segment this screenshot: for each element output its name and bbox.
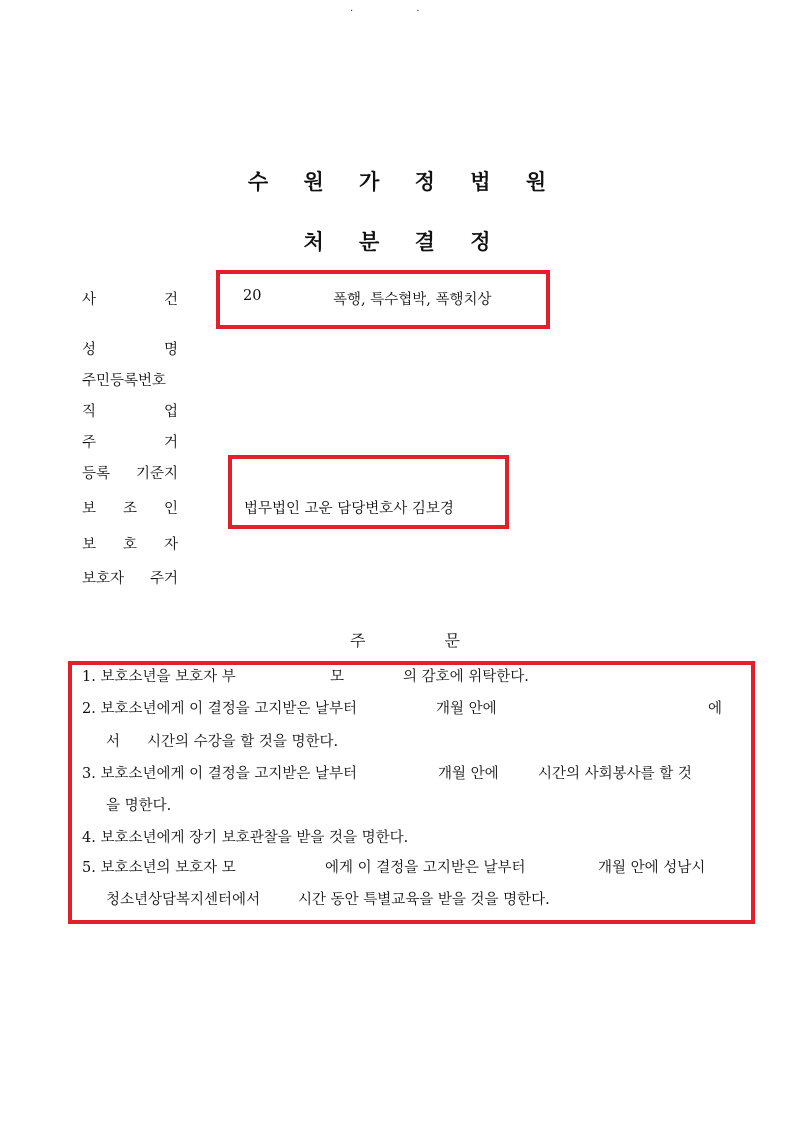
order-item-1-part-3: 의 감호에 위탁한다. [403,669,529,685]
order-item-2-part-3: 에 [708,701,723,717]
top-marks: · · [350,6,450,17]
order-heading: 주 문 [350,631,460,650]
order-item-3-part-2: 개월 안에 [438,766,499,782]
order-item-5-part-1: 5. 보호소년의 보호자 모 [82,860,236,876]
order-item-5-part-5: 시간 동안 특별교육을 받을 것을 명한다. [298,892,550,908]
assistant-highlight-box [228,455,509,529]
order-item-3-part-1: 3. 보호소년에게 이 결정을 고지받은 날부터 [82,766,357,782]
order-item-3-part-4: 을 명한다. [106,798,172,814]
order-item-4: 4. 보호소년에게 장기 보호관찰을 받을 것을 명한다. [82,830,409,846]
order-item-5-part-4: 청소년상담복지센터에서 [106,892,261,908]
document-title: 처 분 결 정 [303,230,505,254]
order-item-2-part-4: 서 [106,734,121,750]
court-name: 수 원 가 정 법 원 [247,170,561,194]
case-number: 20 [243,288,262,304]
order-item-1-part-2: 모 [330,669,345,685]
order-item-2-part-1: 2. 보호소년에게 이 결정을 고지받은 날부터 [82,701,357,717]
order-item-5-part-3: 개월 안에 성남시 [598,860,706,876]
order-item-1-part-1: 1. 보호소년을 보호자 부 [82,669,236,685]
order-item-3-part-3: 시간의 사회봉사를 할 것 [538,766,692,782]
occupation-label: 직 업 [82,404,178,420]
guardian-label: 보 호 자 [82,537,178,553]
resident-number-label: 주민등록번호 [82,373,167,389]
registered-domicile-label: 등록 기준지 [82,466,178,482]
assistant-value: 법무법인 고운 담당변호사 김보경 [244,501,454,517]
order-item-2-part-2: 개월 안에 [436,701,497,717]
order-item-5-part-2: 에게 이 결정을 고지받은 날부터 [325,860,526,876]
guardian-address-label: 보호자 주거 [82,571,178,587]
case-highlight-box [216,270,550,329]
order-item-2-part-5: 시간의 수강을 할 것을 명한다. [147,734,339,750]
case-name: 폭행, 특수협박, 폭행치상 [333,292,492,308]
assistant-label: 보 조 인 [82,501,178,517]
name-label: 성 명 [82,342,178,358]
case-label: 사 건 [82,292,178,308]
address-label: 주 거 [82,435,178,451]
